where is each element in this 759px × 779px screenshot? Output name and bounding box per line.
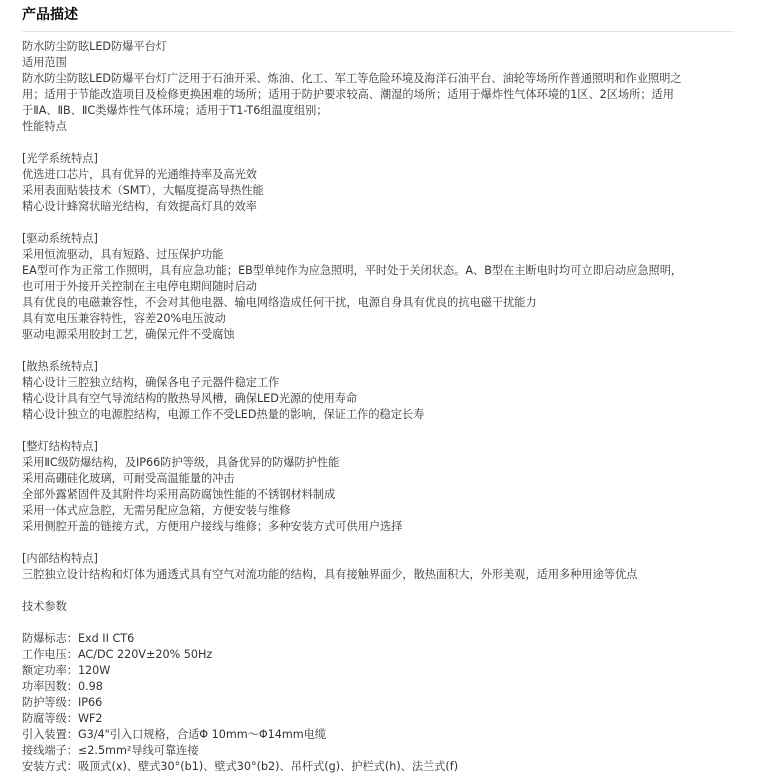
- text-line: 三腔独立设计结构和灯体为通透式具有空气对流功能的结构，具有接触界面少，散热面积大，外形美观，适用多种用途等优点: [22, 568, 638, 581]
- text-line: 优选进口芯片，具有优异的光通维持率及高光效: [22, 168, 257, 181]
- text-line: 采用高硼硅化玻璃，可耐受高温能量的冲击: [22, 472, 235, 485]
- text-line: 引入装置：G3/4"引入口规格，合适Φ 10mm～Φ14mm电缆: [22, 728, 327, 741]
- text-line: 采用表面贴装技术（SMT），大幅度提高导热性能: [22, 184, 264, 197]
- text-line: [散热系统特点]: [22, 360, 98, 373]
- text-line: 采用ⅡC级防爆结构，及IP66防护等级，具备优异的防爆防护性能: [22, 456, 340, 469]
- text-line: [光学系统特点]: [22, 152, 98, 165]
- text-line: 工作电压：AC/DC 220V±20% 50Hz: [22, 648, 213, 661]
- blank-line: [22, 343, 738, 359]
- text-line: 防水防尘防眩LED防爆平台灯: [22, 40, 167, 53]
- text-line: 精心设计具有空气导流结构的散热导风槽，确保LED光源的使用寿命: [22, 392, 358, 405]
- text-line: 用；适用于节能改造项目及检修更换困难的场所；适用于防护要求较高、潮湿的场所；适用于爆炸性气体环境的1区、2区场所；适用: [22, 88, 674, 101]
- text-line: 技术参数: [22, 600, 67, 613]
- text-line: 精心设计独立的电源腔结构，电源工作不受LED热量的影响，保证工作的稳定长寿: [22, 408, 425, 421]
- text-line: 也可用于外接开关控制在主电停电期间随时启动: [22, 280, 257, 293]
- text-line: 具有宽电压兼容特性，容差20%电压波动: [22, 312, 226, 325]
- text-line: 全部外露紧固件及其附件均采用高防腐蚀性能的不锈钢材料制成: [22, 488, 336, 501]
- page-title: 产品描述: [22, 7, 78, 23]
- product-description-body: [22, 39, 738, 775]
- text-line: 精心设计三腔独立结构，确保各电子元器件稳定工作: [22, 376, 280, 389]
- text-line: 采用一体式应急腔，无需另配应急箱，方便安装与维修: [22, 504, 291, 517]
- text-line: 于ⅡA、ⅡB、ⅡC类爆炸性气体环境；适用于T1-T6组温度组别；: [22, 104, 328, 117]
- text-line: 防水防尘防眩LED防爆平台灯广泛用于石油开采、炼油、化工、军工等危险环境及海洋石油平台、油轮等场所作普通照明和作业照明之: [22, 72, 682, 85]
- blank-line: [22, 583, 738, 599]
- blank-line: [22, 615, 738, 631]
- product-description-header: [22, 5, 734, 32]
- text-line: [内部结构特点]: [22, 552, 98, 565]
- text-line: 防护等级：IP66: [22, 696, 103, 709]
- text-line: 精心设计蜂窝状暗光结构，有效提高灯具的效率: [22, 200, 257, 213]
- text-line: 额定功率：120W: [22, 664, 111, 677]
- blank-line: [22, 535, 738, 551]
- blank-line: [22, 135, 738, 151]
- text-line: 采用侧腔开盖的链接方式，方便用户接线与维修；多种安装方式可供用户选择: [22, 520, 403, 533]
- blank-line: [22, 215, 738, 231]
- text-line: 接线端子：≤2.5mm²导线可靠连接: [22, 744, 199, 757]
- text-line: [整灯结构特点]: [22, 440, 98, 453]
- text-line: 性能特点: [22, 120, 67, 133]
- text-line: 防爆标志：Exd II CT6: [22, 632, 135, 645]
- text-line: [驱动系统特点]: [22, 232, 98, 245]
- text-line: 安装方式：吸顶式(x)、壁式30°(b1)、壁式30°(b2)、吊杆式(g)、护栏式(h)、法兰式(f): [22, 760, 459, 773]
- text-line: 适用范围: [22, 56, 67, 69]
- text-line: 防腐等级：WF2: [22, 712, 103, 725]
- text-line: 具有优良的电磁兼容性，不会对其他电器、输电网络造成任何干扰，电源自身具有优良的抗电磁干扰能力: [22, 296, 537, 309]
- text-line: EA型可作为正常工作照明，具有应急功能；EB型单纯作为应急照明，平时处于关闭状态。A、B型在主断电时均可立即启动应急照明，: [22, 264, 683, 277]
- text-line: 采用恒流驱动，具有短路、过压保护功能: [22, 248, 224, 261]
- text-line: 驱动电源采用胶封工艺，确保元件不受腐蚀: [22, 328, 235, 341]
- blank-line: [22, 423, 738, 439]
- text-line: 功率因数：0.98: [22, 680, 103, 693]
